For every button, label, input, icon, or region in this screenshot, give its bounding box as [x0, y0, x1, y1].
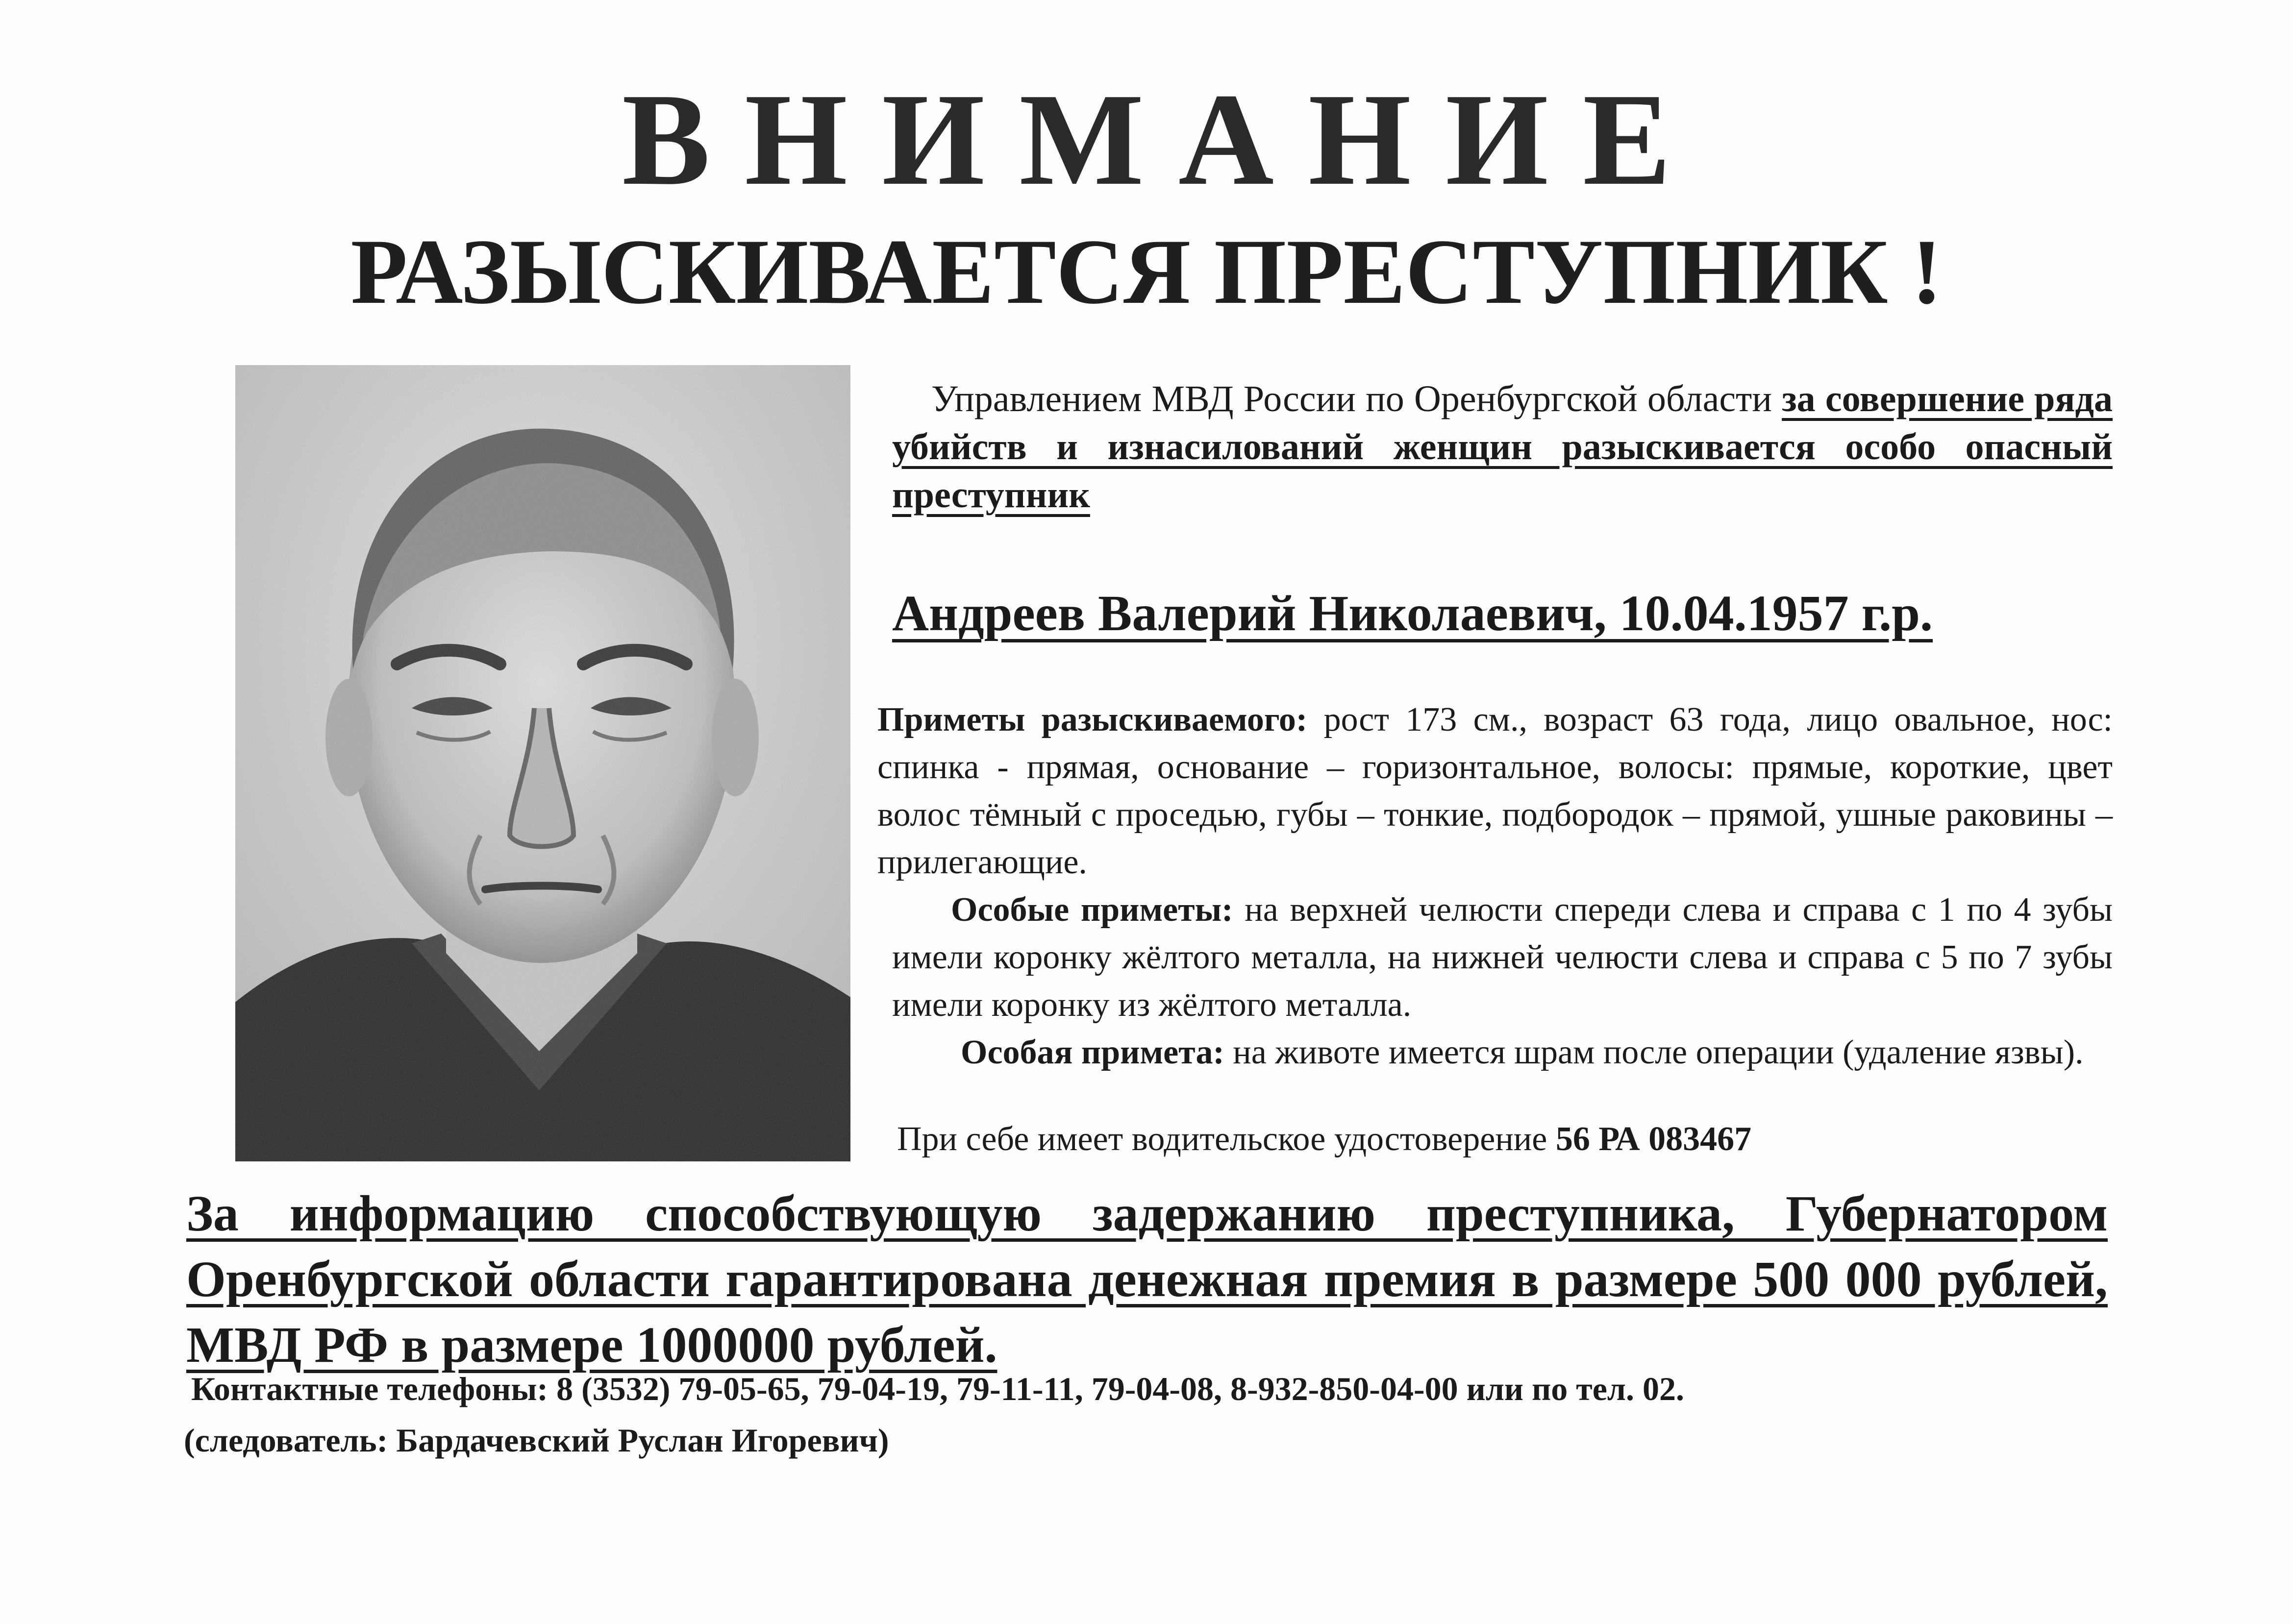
special-sign-text: на животе имеется шрам после операции (удаление язвы). [1233, 1033, 2084, 1071]
intro-lead: Управлением МВД России по Оренбургской области [931, 378, 1772, 419]
investigator: (следователь: Бардачевский Руслан Игоревич) [184, 1422, 889, 1459]
intro-paragraph [892, 375, 2113, 519]
description-text: рост 173 см., возраст 63 года, лицо овальное, нос: спинка - прямая, основание – горизонтальное, волосы: прямые, короткие, цвет волос тёмный с проседью, губы – тонкие, подбородок – прямой, ушные раковины – прилегающие. [877, 701, 2113, 881]
suspect-name [892, 586, 2113, 641]
special-sign-label: Особая примета: [961, 1033, 1224, 1071]
special-signs-text: на верхней челюсти спереди слева и справа с 1 по 4 зубы имели коронку жёлтого металла, на нижней челюсти слева и справа с 5 по 7 зубы имели коронку из жёлтого металла. [892, 891, 2113, 1024]
reward-text: За информацию способствующую задержанию преступника, Губернатором Оренбургской области гарантирована денежная премия в размере 500 000 рублей, МВД РФ в размере 1000000 рублей. [186, 1185, 2108, 1373]
driver-license [897, 1122, 2073, 1156]
description-label: Приметы разыскиваемого: [877, 701, 1308, 738]
license-number: 56 РА 083467 [1555, 1120, 1752, 1158]
contact-phones: Контактные телефоны: 8 (3532) 79-05-65, 79-04-19, 79-11-11, 79-04-08, 8-932-850-04-00 или по тел. 02. [191, 1370, 1685, 1407]
page-subtitle: РАЗЫСКИВАЕТСЯ ПРЕСТУПНИК ! [350, 221, 1943, 323]
special-signs-label: Особые приметы: [951, 891, 1233, 929]
suspect-description [877, 696, 2113, 1076]
license-text: При себе имеет водительское удостоверение [897, 1120, 1547, 1158]
suspect-name-text: Андреев Валерий Николаевич, 10.04.1957 г.р. [892, 585, 1933, 641]
page-title: ВНИМАНИЕ [622, 66, 1706, 213]
reward-notice [186, 1181, 2108, 1378]
intro-underlined: за совершение ряда убийств и изнасилований женщин разыскивается особо опасный преступник [892, 378, 2113, 516]
suspect-photo [235, 365, 850, 1161]
